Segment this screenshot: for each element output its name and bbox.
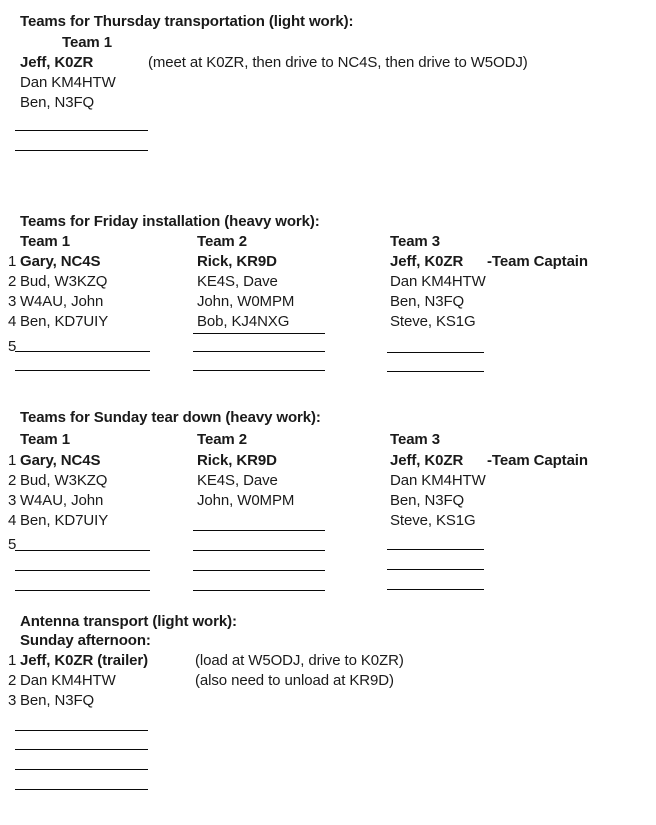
member-name: Ben, N3FQ bbox=[20, 692, 95, 709]
row-number: 3 bbox=[8, 492, 17, 509]
team-label: Team 1 bbox=[20, 233, 70, 250]
member-name: Rick, KR9D bbox=[197, 253, 277, 270]
member-name: Bud, W3KZQ bbox=[20, 273, 108, 290]
blank-line bbox=[387, 589, 484, 590]
row-number: 5 bbox=[8, 338, 17, 355]
team-label: Team 1 bbox=[20, 431, 70, 448]
blank-line bbox=[387, 569, 484, 570]
team-label: Team 3 bbox=[390, 431, 440, 448]
member-note: (also need to unload at KR9D) bbox=[195, 672, 394, 689]
blank-line bbox=[193, 530, 325, 531]
blank-line bbox=[15, 370, 150, 371]
blank-line bbox=[193, 333, 325, 334]
row-number: 5 bbox=[8, 536, 17, 553]
blank-line bbox=[15, 130, 148, 131]
blank-line bbox=[15, 749, 148, 750]
blank-line bbox=[193, 570, 325, 571]
section-title: Antenna transport (light work): bbox=[20, 613, 237, 630]
member-note: (load at W5ODJ, drive to K0ZR) bbox=[195, 652, 404, 669]
blank-line bbox=[387, 371, 484, 372]
section-subtitle: Sunday afternoon: bbox=[20, 632, 151, 649]
team-label: Team 1 bbox=[62, 34, 112, 51]
member-name: Ben, KD7UIY bbox=[20, 512, 109, 529]
member-name: KE4S, Dave bbox=[197, 273, 278, 290]
member-name: Dan KM4HTW bbox=[390, 472, 486, 489]
team-label: Team 2 bbox=[197, 233, 247, 250]
member-name: W4AU, John bbox=[20, 293, 104, 310]
row-number: 4 bbox=[8, 313, 17, 330]
member-name: Dan KM4HTW bbox=[20, 672, 116, 689]
member-name: Bob, KJ4NXG bbox=[197, 313, 290, 330]
member-name: Steve, KS1G bbox=[390, 313, 476, 330]
row-number: 1 bbox=[8, 253, 17, 270]
row-number: 1 bbox=[8, 452, 17, 469]
blank-line bbox=[15, 351, 150, 352]
section-title: Teams for Thursday transportation (light work): bbox=[20, 13, 354, 30]
row-number: 2 bbox=[8, 472, 17, 489]
member-name: John, W0MPM bbox=[197, 293, 295, 310]
team-label: Team 2 bbox=[197, 431, 247, 448]
row-number: 2 bbox=[8, 672, 17, 689]
blank-line bbox=[15, 789, 148, 790]
member-name: Jeff, K0ZR (trailer) bbox=[20, 652, 149, 669]
row-number: 4 bbox=[8, 512, 17, 529]
member-name: Bud, W3KZQ bbox=[20, 472, 108, 489]
blank-line bbox=[15, 570, 150, 571]
row-number: 3 bbox=[8, 692, 17, 709]
member-name: Ben, N3FQ bbox=[390, 492, 465, 509]
member-name: Jeff, K0ZR bbox=[390, 253, 464, 270]
section-title: Teams for Friday installation (heavy work): bbox=[20, 213, 320, 230]
row-number: 3 bbox=[8, 293, 17, 310]
member-name: Gary, NC4S bbox=[20, 253, 101, 270]
member-name: KE4S, Dave bbox=[197, 472, 278, 489]
blank-line bbox=[193, 351, 325, 352]
blank-line bbox=[15, 730, 148, 731]
member-name: W4AU, John bbox=[20, 492, 104, 509]
member-name: Gary, NC4S bbox=[20, 452, 101, 469]
team-label: Team 3 bbox=[390, 233, 440, 250]
row-number: 1 bbox=[8, 652, 17, 669]
blank-line bbox=[193, 590, 325, 591]
member-name: Ben, N3FQ bbox=[390, 293, 465, 310]
blank-line bbox=[387, 352, 484, 353]
member-name: John, W0MPM bbox=[197, 492, 295, 509]
member-name: Dan KM4HTW bbox=[390, 273, 486, 290]
row-number: 2 bbox=[8, 273, 17, 290]
blank-line bbox=[387, 549, 484, 550]
member-note: (meet at K0ZR, then drive to NC4S, then drive to W5ODJ) bbox=[148, 54, 528, 71]
member-name: Steve, KS1G bbox=[390, 512, 476, 529]
blank-line bbox=[193, 550, 325, 551]
member-name: Ben, N3FQ bbox=[20, 94, 95, 111]
blank-line bbox=[15, 550, 150, 551]
blank-line bbox=[193, 370, 325, 371]
member-name: Dan KM4HTW bbox=[20, 74, 116, 91]
member-name: Rick, KR9D bbox=[197, 452, 277, 469]
blank-line bbox=[15, 590, 150, 591]
blank-line bbox=[15, 769, 148, 770]
member-name: Jeff, K0ZR bbox=[390, 452, 464, 469]
blank-line bbox=[15, 150, 148, 151]
team-captain-note: -Team Captain bbox=[487, 452, 588, 469]
member-name: Ben, KD7UIY bbox=[20, 313, 109, 330]
team-captain-note: -Team Captain bbox=[487, 253, 588, 270]
section-title: Teams for Sunday tear down (heavy work): bbox=[20, 409, 321, 426]
member-name: Jeff, K0ZR bbox=[20, 54, 94, 71]
